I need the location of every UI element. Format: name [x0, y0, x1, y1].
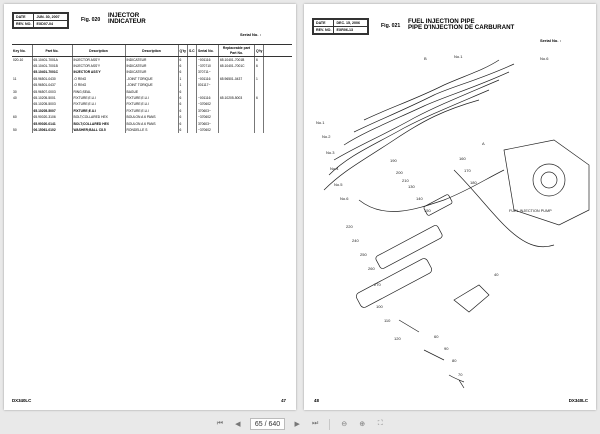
table-row	[12, 127, 292, 133]
title-en: FUEL INJECTION PIPE	[408, 18, 475, 25]
description-cell: RING;SEAL	[72, 88, 125, 94]
description-cell: .O RING	[72, 76, 125, 82]
diagram-callout: No.1	[454, 54, 463, 59]
diagram-callout: 60	[434, 334, 439, 339]
description-fr-cell: BOULON A 6 PANS	[125, 114, 178, 120]
first-page-icon[interactable]: ⏮	[216, 420, 223, 427]
rep-part-no-cell	[218, 127, 254, 133]
page-48	[304, 4, 596, 410]
serial-no-cell: ~001116	[196, 76, 218, 82]
date-value: JUN. 30, 2007	[34, 14, 68, 21]
pump-flange	[533, 164, 565, 196]
pdf-toolbar	[0, 414, 600, 434]
qty-cell: 6	[178, 108, 187, 114]
col-part-no: Part No.	[32, 45, 72, 57]
serial-no-cell: 370711~	[196, 69, 218, 75]
last-page-icon[interactable]: ⏭	[312, 420, 319, 427]
diagram-callout: 130	[408, 184, 415, 189]
rep-qty-cell: 6	[254, 63, 263, 69]
footer-model: DX340LC	[568, 398, 588, 403]
description-fr-cell: FIXTURE;E.U.I	[125, 108, 178, 114]
date-rev-box	[312, 18, 369, 35]
qty-cell: 6	[178, 114, 187, 120]
col-qty: Q'ty	[178, 45, 187, 57]
injection-pipe-3	[334, 80, 499, 160]
serial-no-cell: 370603~	[196, 120, 218, 126]
description-cell: WASHER;BALL C8.5	[72, 127, 125, 133]
part-no-cell: 65.90020-0141	[32, 120, 72, 126]
qty-cell: 6	[178, 69, 187, 75]
injection-pipe-1	[324, 100, 479, 190]
col-rep-part-no: Part No.	[229, 50, 243, 55]
diagram-callout: 200	[396, 170, 403, 175]
description-fr-cell: FIXTURE;E.U.I	[125, 101, 178, 107]
description-fr-cell: .JOINT TORIQUE	[125, 76, 178, 82]
previous-page-icon[interactable]: ◀	[235, 421, 241, 428]
qty-cell: 6	[178, 95, 187, 101]
part-no-cell: 65.10401-7001C	[32, 69, 72, 75]
serial-no-cell: ~001116	[196, 95, 218, 101]
col-remarks	[264, 45, 292, 57]
bolt-1	[399, 320, 419, 332]
qty-cell: 6	[178, 88, 187, 94]
description-fr-cell: INDICATEUR	[125, 69, 178, 75]
qty-cell: 6	[178, 120, 187, 126]
date-value: DEC. 15, 2006	[334, 20, 368, 27]
rev-value: EXD07-04	[34, 21, 68, 28]
serial-label: Serial No. :	[540, 38, 561, 43]
diagram-callout: No.4	[330, 166, 339, 171]
date-label: DATE	[314, 20, 334, 27]
serial-no-cell: ~370602	[196, 127, 218, 133]
col-serial-no: Serial No.	[196, 45, 218, 57]
diagram-callout: 160	[459, 156, 466, 161]
diagram-callout: No.6	[340, 196, 349, 201]
description-cell: FIXTURE;E.U.I	[72, 101, 125, 107]
part-no-cell: 65.96507-0003	[32, 88, 72, 94]
diagram-callout: No.1	[316, 120, 325, 125]
injection-pipe-6	[364, 60, 499, 120]
title-fr: PIPE D'INJECTION DE CARBURANT	[408, 24, 515, 32]
fullscreen-icon[interactable]: ⛶	[377, 420, 383, 427]
description-fr-cell: .JOINT TORIQUE	[125, 82, 178, 88]
key-no-cell: 60	[13, 115, 17, 120]
diagram-callout: 70	[458, 372, 463, 377]
serial-no-cell: ~370602	[196, 114, 218, 120]
diagram-callout: 170	[464, 168, 471, 173]
diagram-callout: 110	[384, 318, 391, 323]
col-replaceable-label: Replaceable part	[222, 45, 251, 50]
serial-label: Serial No. :	[240, 32, 261, 37]
diagram-callout: 190	[390, 158, 397, 163]
key-no-cell: 11	[13, 76, 17, 81]
sc-cell	[187, 127, 196, 133]
page-number: 47	[281, 398, 286, 403]
diagram-callout: 90	[444, 346, 449, 351]
parts-table	[12, 44, 292, 133]
date-label: DATE	[14, 14, 34, 21]
page-number-field[interactable]: 65 / 640	[250, 418, 285, 430]
description-fr-cell: BOULON A 6 PANS	[125, 120, 178, 126]
col-description-fr: Description	[125, 45, 178, 57]
table-header	[12, 45, 292, 57]
diagram-callout: 150	[424, 208, 431, 213]
description-cell: INJECTOR ASS'Y	[72, 69, 125, 75]
diagram-callout: No.3	[326, 150, 335, 155]
figure-title	[108, 13, 146, 26]
col-key-no: Key No.	[12, 45, 32, 57]
description-fr-cell: BAGUE	[125, 88, 178, 94]
col-sc: S.C	[187, 45, 196, 57]
pump-label: FUEL INJECTION PUMP	[509, 209, 552, 213]
part-no-cell: 65.10205-5003	[32, 101, 72, 107]
part-no-cell: 65.90020-3106	[32, 114, 72, 120]
diagram-callout: 250	[360, 252, 367, 257]
part-no-cell: 65.96501-0437	[32, 82, 72, 88]
fuel-injection-diagram	[304, 50, 596, 390]
common-rail	[375, 224, 443, 269]
page-number: 48	[314, 398, 319, 403]
qty-cell: 1	[178, 82, 187, 88]
diagram-callout: 270	[374, 282, 381, 287]
return-pipe	[359, 170, 504, 212]
next-page-icon[interactable]: ▶	[294, 421, 300, 428]
part-no-cell: 65.10205-5007	[32, 108, 72, 114]
key-no-cell: 020-10	[13, 57, 24, 62]
diagram-callout: B	[424, 56, 427, 61]
col-rep-qty: Q'ty	[254, 45, 263, 57]
diagram-callout: 240	[352, 238, 359, 243]
key-no-cell: 30	[13, 89, 17, 94]
rail-lower	[355, 257, 433, 309]
diagram-callout: 40	[494, 272, 499, 277]
injection-pipe-5	[354, 64, 514, 132]
serial-no-cell: ~001116	[196, 57, 218, 63]
bracket	[454, 285, 489, 312]
part-no-cell: 65.96501-0430	[32, 76, 72, 82]
description-cell: INJECTOR ASS'Y	[72, 57, 125, 63]
rep-part-no-cell: 65.10401-7001C	[218, 63, 254, 69]
figure-number: Fig. 020	[81, 17, 101, 23]
remarks-cell	[264, 127, 292, 133]
diagram-callout: 80	[452, 358, 457, 363]
bolt-2	[424, 350, 444, 360]
description-fr-cell: FIXTURE;E.U.I	[125, 95, 178, 101]
key-no-cell: 40	[13, 96, 17, 101]
qty-cell: 6	[178, 127, 187, 133]
part-no-cell: 65.10205-5001	[32, 95, 72, 101]
diagram-callout: 180	[470, 180, 477, 185]
serial-no-cell: 001117~	[196, 82, 218, 88]
zoom-out-icon[interactable]: ⊖	[341, 421, 348, 428]
description-cell: .O RING	[72, 82, 125, 88]
rep-qty-cell: 6	[254, 57, 263, 63]
qty-cell: 1	[178, 76, 187, 82]
injection-pipe-2	[329, 90, 489, 175]
diagram-callout: 210	[402, 178, 409, 183]
description-cell: INJECTOR ASS'Y	[72, 63, 125, 69]
page-47	[4, 4, 296, 410]
diagram-callout: 260	[368, 266, 375, 271]
rep-qty-cell	[254, 127, 263, 133]
diagram-callout: 140	[416, 196, 423, 201]
description-cell: BOLT;COLLARED HEX	[72, 114, 125, 120]
serial-no-cell: ~370710	[196, 63, 218, 69]
rep-part-no-cell: 65.10205-5003	[218, 95, 254, 101]
title-fr: INDICATEUR	[108, 18, 146, 26]
description-cell: BOLT;COLLARED HEX	[72, 120, 125, 126]
part-no-cell: 65.10401-7001A	[32, 57, 72, 63]
rep-part-no-cell: 65.96501-0437	[218, 76, 254, 82]
description-cell: FIXTURE;E.U.I	[72, 108, 125, 114]
pump-hub	[541, 172, 557, 188]
rev-label: REV. NO.	[314, 27, 334, 34]
part-no-cell: 65.10401-7001B	[32, 63, 72, 69]
rev-label: REV. NO.	[14, 21, 34, 28]
col-replaceable	[218, 45, 254, 57]
diagram-callout: 100	[376, 304, 383, 309]
title-en: INJECTOR	[108, 12, 140, 19]
description-cell: FIXTURE;E.U.I	[72, 95, 125, 101]
description-fr-cell: RONDELLE S	[125, 127, 178, 133]
qty-cell: 6	[178, 63, 187, 69]
key-no-cell: 50	[13, 127, 17, 132]
rev-value: EXR06-13	[334, 27, 368, 34]
rep-qty-cell: 6	[254, 95, 263, 101]
description-fr-cell: INDICATEUR	[125, 57, 178, 63]
rep-qty-cell: 1	[254, 76, 263, 82]
qty-cell: 6	[178, 101, 187, 107]
qty-cell: 6	[178, 57, 187, 63]
figure-number: Fig. 021	[381, 23, 401, 29]
rep-part-no-cell: 65.10401-7001B	[218, 57, 254, 63]
injection-pipe-4	[344, 72, 509, 145]
diagram-callout: No.2	[322, 134, 331, 139]
description-fr-cell: INDICATEUR	[125, 63, 178, 69]
serial-no-cell: ~370602	[196, 101, 218, 107]
parts-table-body	[12, 57, 292, 134]
date-rev-box	[12, 12, 69, 29]
diagram-callout: 120	[394, 336, 401, 341]
zoom-in-icon[interactable]: ⊕	[359, 421, 366, 428]
diagram-callout: No.6	[540, 56, 549, 61]
diagram-callout: A	[482, 141, 485, 146]
figure-title	[408, 19, 514, 32]
diagram-callout: 220	[346, 224, 353, 229]
part-no-cell: 06.15061-0102	[32, 127, 72, 133]
col-description: Description	[72, 45, 125, 57]
footer-model: DX340LC	[12, 398, 32, 403]
toolbar-divider	[329, 419, 330, 430]
serial-no-cell: 370603~	[196, 108, 218, 114]
diagram-callout: No.5	[334, 182, 343, 187]
